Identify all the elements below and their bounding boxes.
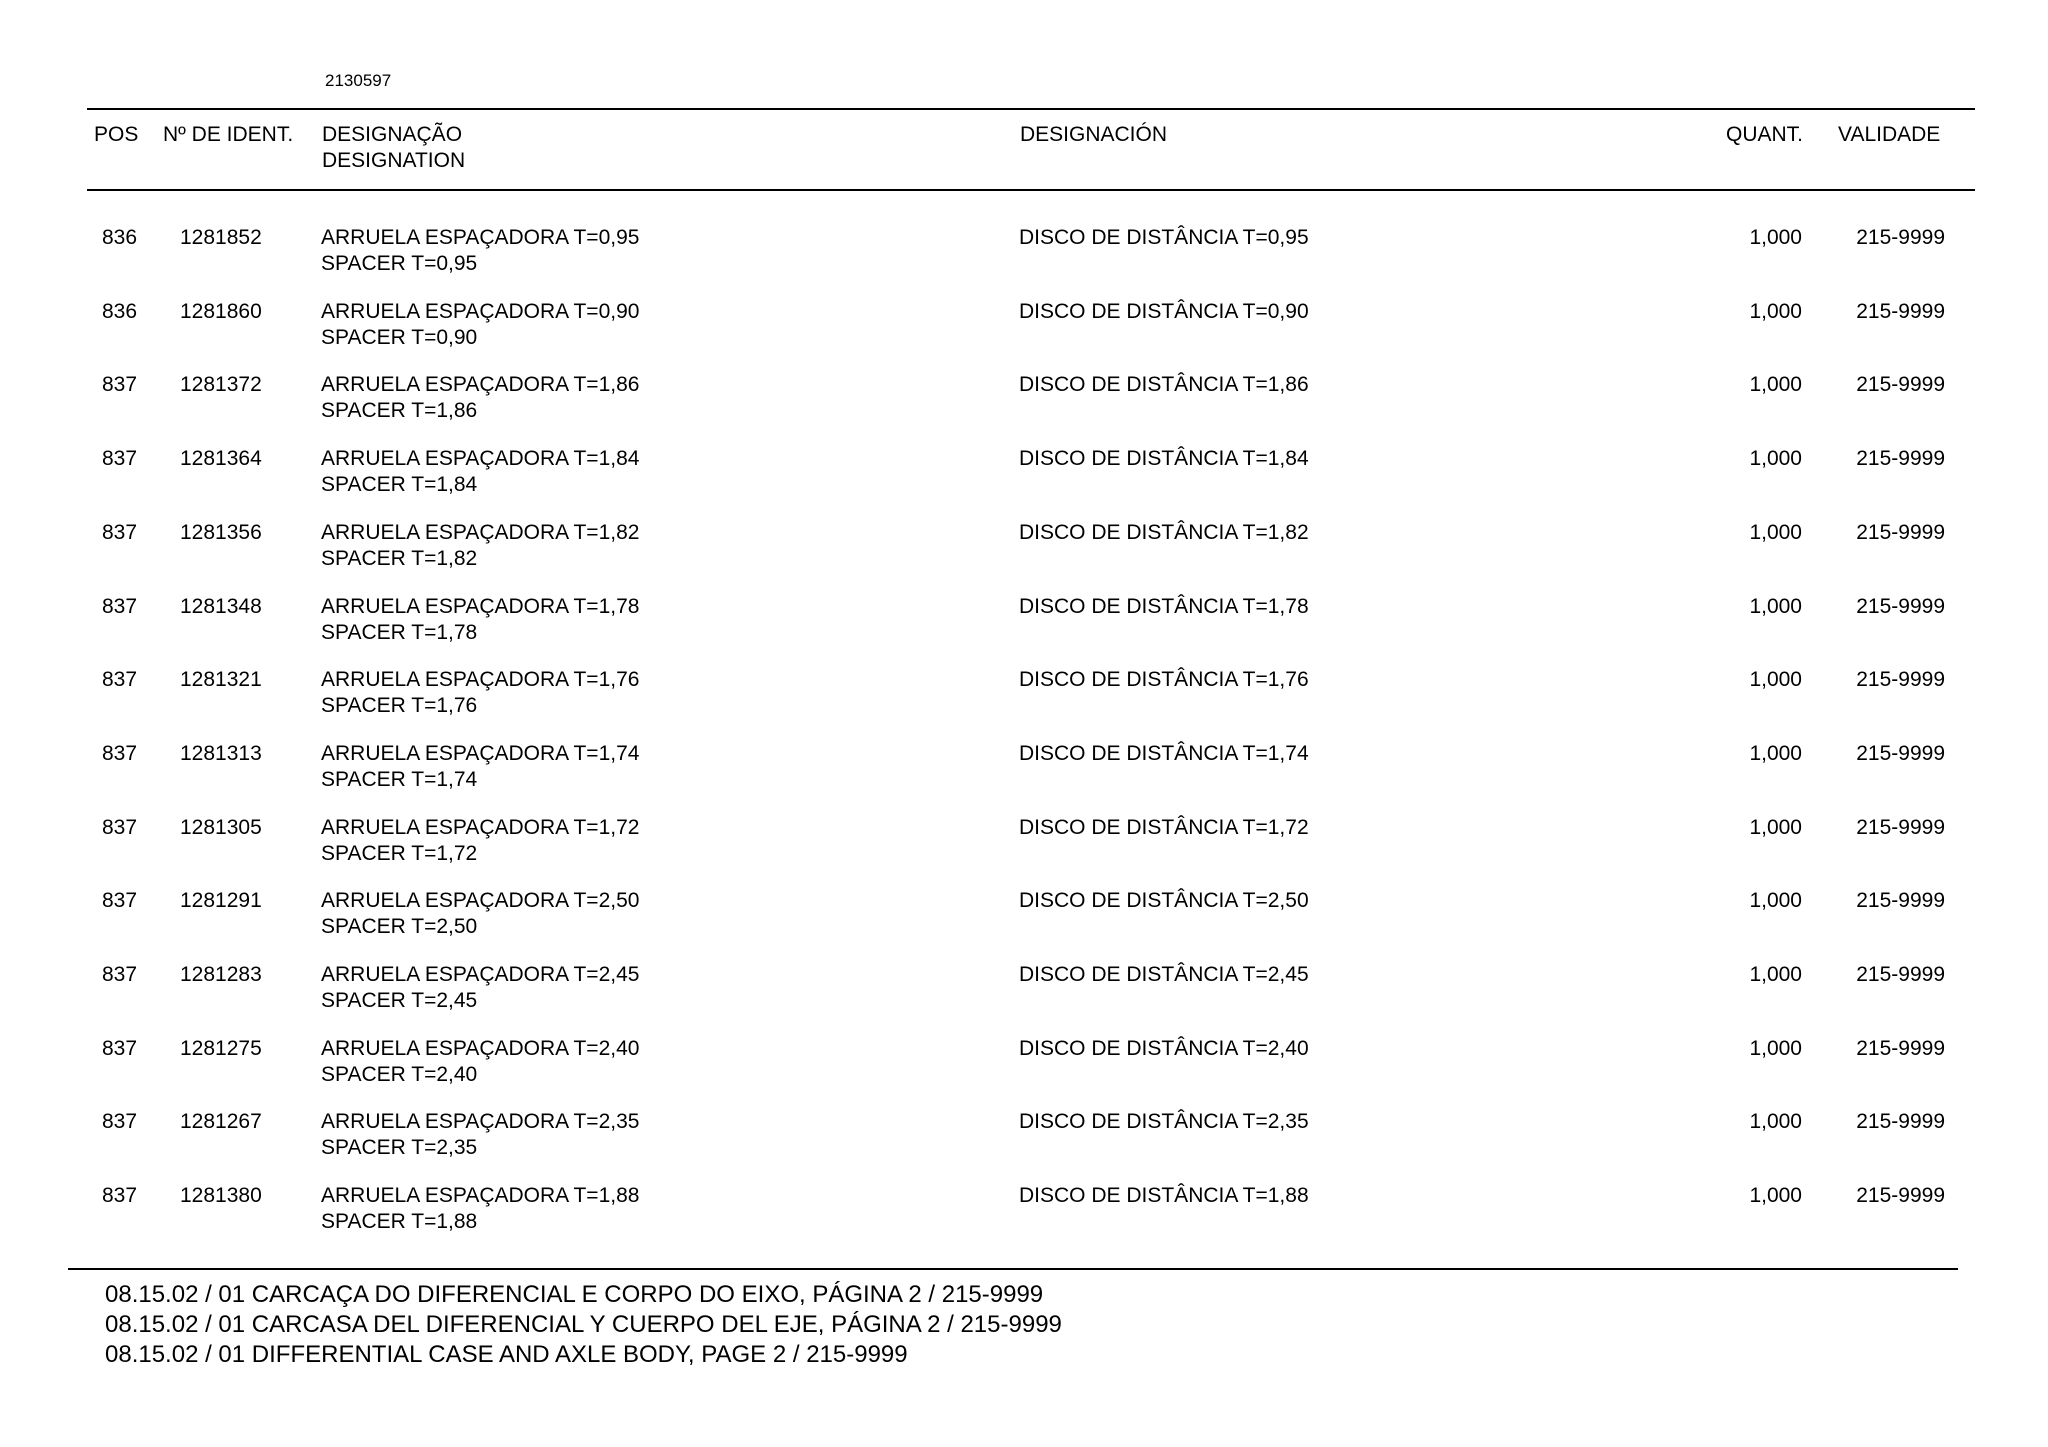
cell-ident: 1281291 [180,889,262,913]
column-header-ident: Nº DE IDENT. [163,123,294,146]
cell-ident: 1281348 [180,594,262,618]
cell-ident: 1281364 [180,447,262,471]
table-row [0,299,2048,359]
cell-designation-pt: ARRUELA ESPAÇADORA T=1,86 [321,373,640,397]
cell-ident: 1281356 [180,520,262,544]
cell-designation [321,888,639,940]
footer-line-pt: 08.15.02 / 01 CARCAÇA DO DIFERENCIAL E CORPO DO EIXO, PÁGINA 2 / 215-9999 [105,1281,1044,1308]
cell-designation [321,225,639,277]
cell-quantity: 1,000 [1749,889,1802,913]
cell-designation-es: DISCO DE DISTÂNCIA T=1,72 [1019,815,1309,839]
cell-designation-en: SPACER T=2,50 [321,915,478,939]
cell-validity: 215-9999 [1856,594,1945,618]
cell-designation-en: SPACER T=1,82 [321,546,478,570]
cell-designation [321,1109,639,1161]
cell-quantity: 1,000 [1749,520,1802,544]
header-top-rule [87,108,1975,110]
cell-designation-es: DISCO DE DISTÂNCIA T=2,45 [1019,963,1309,986]
cell-quantity: 1,000 [1749,299,1802,323]
cell-designation-pt: ARRUELA ESPAÇADORA T=2,45 [321,963,640,986]
cell-designation-en: SPACER T=1,74 [321,767,478,791]
table-row [0,1036,2048,1096]
cell-quantity: 1,000 [1749,373,1802,397]
cell-quantity: 1,000 [1749,1110,1802,1134]
cell-designation-es: DISCO DE DISTÂNCIA T=2,50 [1019,889,1309,913]
cell-designation-pt: ARRUELA ESPAÇADORA T=1,72 [321,815,640,839]
cell-designation-pt: ARRUELA ESPAÇADORA T=0,95 [321,226,640,249]
cell-quantity: 1,000 [1749,447,1802,471]
cell-designation-pt: ARRUELA ESPAÇADORA T=2,50 [321,889,640,913]
cell-quantity: 1,000 [1749,594,1802,618]
cell-ident: 1281305 [180,815,262,839]
column-header-validity: VALIDADE [1838,123,1941,146]
cell-validity: 215-9999 [1856,741,1945,765]
cell-designation [321,594,639,646]
cell-designation-pt: ARRUELA ESPAÇADORA T=1,88 [321,1184,640,1208]
cell-ident: 1281313 [180,741,262,765]
cell-designation-en: SPACER T=2,40 [321,1062,478,1086]
cell-designation-es: DISCO DE DISTÂNCIA T=1,76 [1019,668,1309,692]
cell-designation-pt: ARRUELA ESPAÇADORA T=1,84 [321,447,640,471]
cell-ident: 1281372 [180,373,262,397]
column-header-designation-pt: DESIGNAÇÃO [322,123,463,146]
cell-validity: 215-9999 [1856,447,1945,471]
column-header-quantity: QUANT. [1725,123,1803,146]
cell-designation-en: SPACER T=0,95 [321,252,478,275]
table-row [0,667,2048,727]
column-header-designation [322,122,465,174]
cell-designation [321,299,639,351]
cell-pos: 837 [102,1110,138,1134]
column-header-pos: POS [94,123,139,146]
cell-ident: 1281852 [180,226,262,249]
cell-pos: 837 [102,668,138,692]
cell-validity: 215-9999 [1856,889,1945,913]
cell-designation-es: DISCO DE DISTÂNCIA T=2,35 [1019,1110,1309,1134]
cell-designation-en: SPACER T=1,84 [321,473,478,497]
cell-pos: 837 [102,1184,138,1208]
cell-pos: 837 [102,373,138,397]
cell-designation-es: DISCO DE DISTÂNCIA T=1,78 [1019,594,1309,618]
cell-validity: 215-9999 [1856,226,1945,249]
cell-ident: 1281380 [180,1184,262,1208]
cell-validity: 215-9999 [1856,668,1945,692]
cell-designation-pt: ARRUELA ESPAÇADORA T=1,76 [321,668,640,692]
cell-validity: 215-9999 [1856,815,1945,839]
table-row [0,1183,2048,1243]
cell-designation-en: SPACER T=2,45 [321,989,478,1012]
cell-pos: 837 [102,963,138,986]
footer-line-es: 08.15.02 / 01 CARCASA DEL DIFERENCIAL Y CUERPO DEL EJE, PÁGINA 2 / 215-9999 [105,1311,1062,1338]
cell-validity: 215-9999 [1856,963,1945,986]
cell-ident: 1281267 [180,1110,262,1134]
cell-designation-pt: ARRUELA ESPAÇADORA T=1,74 [321,741,640,765]
cell-designation [321,446,639,498]
cell-quantity: 1,000 [1749,1036,1802,1060]
cell-pos: 837 [102,520,138,544]
cell-designation-en: SPACER T=0,90 [321,325,478,349]
cell-designation-es: DISCO DE DISTÂNCIA T=1,74 [1019,741,1309,765]
table-row [0,888,2048,948]
cell-pos: 837 [102,815,138,839]
cell-designation [321,520,639,572]
table-row [0,446,2048,506]
cell-designation-es: DISCO DE DISTÂNCIA T=2,40 [1019,1036,1309,1060]
cell-quantity: 1,000 [1749,226,1802,249]
cell-validity: 215-9999 [1856,1184,1945,1208]
cell-designation [321,815,639,867]
cell-designation-pt: ARRUELA ESPAÇADORA T=2,40 [321,1036,640,1060]
cell-ident: 1281283 [180,963,262,986]
cell-designation-en: SPACER T=1,86 [321,399,478,423]
header-bottom-rule [87,189,1975,191]
cell-designation-pt: ARRUELA ESPAÇADORA T=1,82 [321,520,640,544]
table-row [0,594,2048,654]
cell-ident: 1281275 [180,1036,262,1060]
cell-designation-es: DISCO DE DISTÂNCIA T=1,88 [1019,1184,1309,1208]
cell-quantity: 1,000 [1749,668,1802,692]
cell-validity: 215-9999 [1856,299,1945,323]
table-row [0,741,2048,801]
document-number: 2130597 [325,71,392,90]
cell-designation-en: SPACER T=1,78 [321,620,478,644]
cell-designation-en: SPACER T=1,88 [321,1210,478,1234]
cell-pos: 837 [102,594,138,618]
cell-designation-pt: ARRUELA ESPAÇADORA T=1,78 [321,594,640,618]
cell-designation-pt: ARRUELA ESPAÇADORA T=0,90 [321,299,640,323]
cell-designation-es: DISCO DE DISTÂNCIA T=1,84 [1019,447,1309,471]
cell-designation-en: SPACER T=1,76 [321,694,478,718]
cell-ident: 1281321 [180,668,262,692]
table-row [0,225,2048,285]
table-row [0,1109,2048,1169]
cell-designation [321,962,639,1014]
cell-pos: 837 [102,447,138,471]
cell-ident: 1281860 [180,299,262,323]
cell-designation-es: DISCO DE DISTÂNCIA T=0,95 [1019,226,1309,249]
cell-designation [321,372,639,424]
cell-designation [321,1036,639,1088]
table-row [0,815,2048,875]
cell-validity: 215-9999 [1856,373,1945,397]
page-footer [105,1280,1062,1370]
cell-designation-es: DISCO DE DISTÂNCIA T=0,90 [1019,299,1309,323]
cell-designation-en: SPACER T=1,72 [321,841,478,865]
column-header-designation-es: DESIGNACIÓN [1020,123,1168,146]
table-row [0,962,2048,1022]
cell-quantity: 1,000 [1749,963,1802,986]
table-row [0,372,2048,432]
cell-pos: 837 [102,741,138,765]
footer-rule [68,1268,1958,1270]
cell-validity: 215-9999 [1856,1110,1945,1134]
table-row [0,520,2048,580]
cell-designation-es: DISCO DE DISTÂNCIA T=1,86 [1019,373,1309,397]
cell-pos: 837 [102,1036,138,1060]
cell-designation [321,667,639,719]
footer-line-en: 08.15.02 / 01 DIFFERENTIAL CASE AND AXLE BODY, PAGE 2 / 215-9999 [105,1341,908,1368]
cell-validity: 215-9999 [1856,1036,1945,1060]
cell-pos: 836 [102,299,138,323]
cell-quantity: 1,000 [1749,815,1802,839]
cell-designation [321,741,639,793]
cell-designation [321,1183,639,1235]
cell-pos: 837 [102,889,138,913]
column-header-designation-en: DESIGNATION [322,149,466,172]
cell-quantity: 1,000 [1749,1184,1802,1208]
cell-quantity: 1,000 [1749,741,1802,765]
cell-designation-es: DISCO DE DISTÂNCIA T=1,82 [1019,520,1309,544]
cell-validity: 215-9999 [1856,520,1945,544]
cell-pos: 836 [102,226,138,249]
cell-designation-en: SPACER T=2,35 [321,1136,478,1160]
cell-designation-pt: ARRUELA ESPAÇADORA T=2,35 [321,1110,640,1134]
